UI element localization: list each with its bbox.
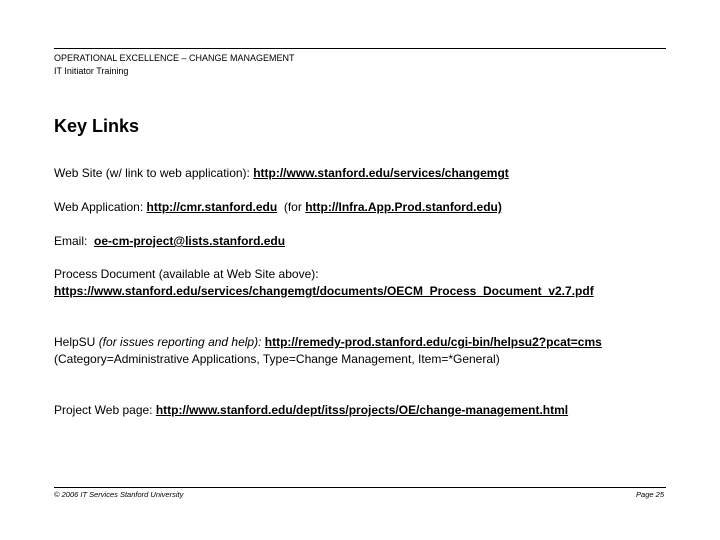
project-page-label: Project Web page:: [54, 403, 156, 417]
page-title: Key Links: [54, 116, 140, 136]
helpsu-label: HelpSU: [54, 335, 99, 349]
webapp-link[interactable]: http://cmr.stanford.edu: [146, 200, 278, 214]
project-page-block: [54, 402, 664, 419]
header-title: OPERATIONAL EXCELLENCE – CHANGE MANAGEMENT: [54, 53, 295, 63]
helpsu-block: [54, 334, 664, 367]
process-doc-label: Process Document (available at Web Site above):: [54, 267, 319, 281]
email-line: [54, 233, 664, 250]
process-doc-block: [54, 266, 664, 299]
webapp-line: [54, 199, 664, 216]
footer-rule: [54, 487, 666, 488]
helpsu-italic-note: (for issues reporting and help):: [98, 335, 265, 349]
website-line: [54, 165, 664, 182]
helpsu-link[interactable]: http://remedy-prod.stanford.edu/cgi-bin/helpsu2?pcat=cms: [264, 335, 602, 349]
header-subtitle: IT Initiator Training: [54, 66, 129, 76]
process-doc-link[interactable]: https://www.stanford.edu/services/changemgt/documents/OECM_Process_Document_v2.7.pdf: [54, 283, 594, 298]
webapp-middle-text: (for: [277, 200, 306, 214]
email-label: Email:: [54, 234, 95, 248]
project-page-link[interactable]: http://www.stanford.edu/dept/itss/projects/OE/change-management.html: [155, 403, 569, 417]
website-label: Web Site (w/ link to web application):: [54, 166, 254, 180]
copyright-text: © 2006 IT Services Stanford University: [54, 490, 184, 499]
website-link[interactable]: http://www.stanford.edu/services/changemgt: [253, 166, 509, 180]
slide-header: [54, 52, 295, 78]
email-link[interactable]: oe-cm-project@lists.stanford.edu: [94, 234, 286, 248]
webapp-label: Web Application:: [54, 200, 147, 214]
page-number: Page 25: [636, 490, 664, 499]
header-rule: [54, 48, 666, 49]
infra-app-link[interactable]: http://Infra.App.Prod.stanford.edu): [305, 200, 502, 214]
helpsu-details: (Category=Administrative Applications, Type=Change Management, Item=*General): [54, 351, 500, 366]
